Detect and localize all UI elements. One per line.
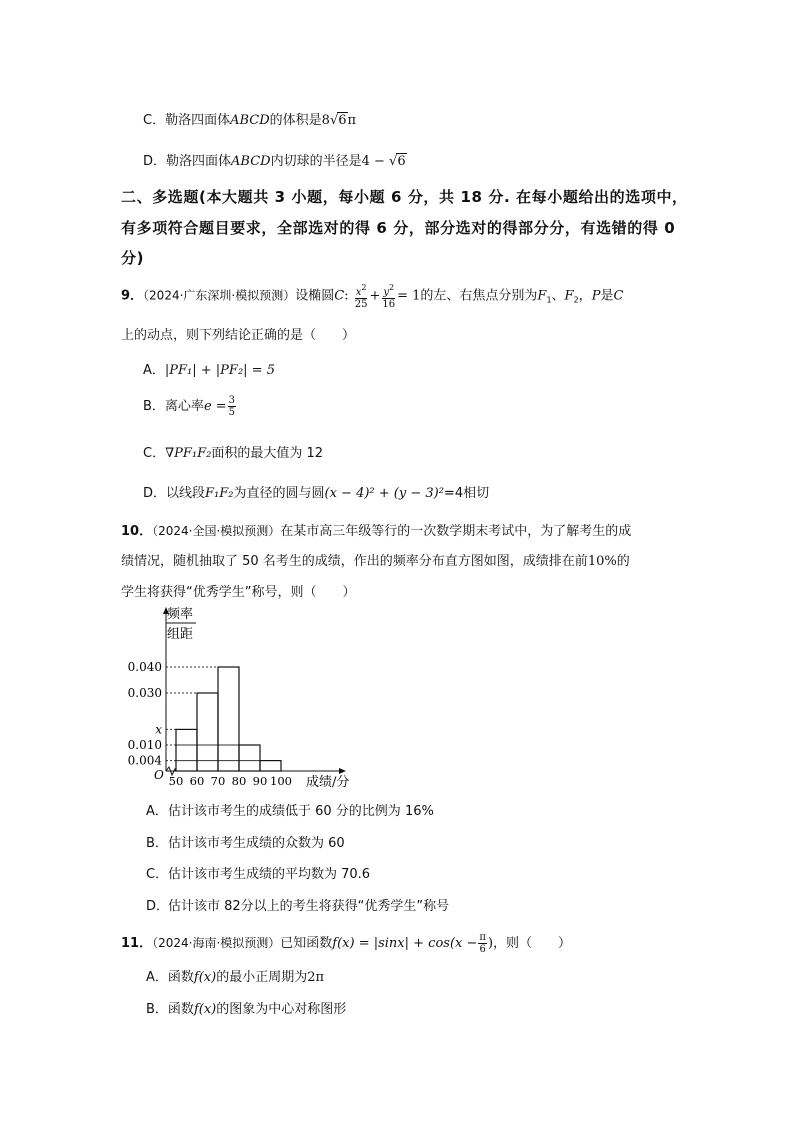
frequency-histogram (110, 603, 370, 793)
y-tick-label: 0.040 (127, 660, 162, 674)
histogram-bar (176, 729, 197, 771)
section-heading-line2: 有多项符合题目要求，全部选对的得 6 分，部分选对的得部分分，有选错的得 0 (121, 219, 676, 237)
q11-option-a: A．函数f(x)的最小正周期为2π (146, 970, 325, 985)
x-tick-label: 60 (189, 774, 205, 788)
y-tick-label: x (155, 722, 162, 737)
histogram-bar (197, 693, 218, 771)
q9-option-c: C．∇PF₁F₂面积的最大值为 12 (143, 446, 324, 461)
x-axis-label: 成绩/分 (306, 775, 350, 790)
histogram-bar (260, 761, 281, 771)
q9-option-b: B．离心率e = $\frac{3}{5}$ (143, 395, 236, 418)
q11-option-b: B．函数f(x)的图象为中心对称图形 (146, 1002, 347, 1017)
x-tick-label: 90 (252, 774, 268, 788)
q10-option-b-text: 估计该市考生成绩的众数为 60 (168, 836, 345, 851)
origin-label: O (154, 768, 164, 782)
section-heading-line1: 二、多选题(本大题共 3 小题，每小题 6 分，共 18 分. 在每小题给出的选项中， (121, 188, 688, 206)
y-axis-label-top: 频率 (166, 607, 194, 622)
ellipse-x-fraction: $\frac{x^2}{25}$ (354, 283, 368, 310)
histogram-bar (239, 745, 260, 771)
histogram-bar (218, 667, 239, 771)
option-c-prev: C．勒洛四面体ABCD的体积是8√6π (143, 113, 357, 128)
x-tick-label: 70 (210, 774, 226, 788)
question-9-stem-line2: 上的动点，则下列结论正确的是（ ） (121, 328, 356, 343)
q10-option-d-text: 估计该市 82分以上的考生将获得“优秀学生”称号 (168, 899, 450, 914)
y-tick-label: 0.010 (127, 738, 162, 752)
q10-option-d: D． (146, 899, 170, 914)
y-tick-label: 0.030 (127, 686, 162, 700)
question-10-stem-line3: 学生将获得“优秀学生”称号，则（ ） (121, 585, 356, 600)
option-d-prev: D．勒洛四面体ABCD内切球的半径是4 − √6 (143, 154, 406, 169)
question-9-stem: 9．（2024·广东深圳·模拟预测）设椭圆C: $\frac{x^2}{25}$ + $\frac{y^2}{16}$ = 1的左、右焦点分别为$F_1$、$F_2$，P是C (121, 283, 624, 310)
q9-option-d: D．以线段F₁F₂为直径的圆与圆(x − 4)² + (y − 3)²=4相切 (143, 486, 490, 501)
y-tick-label: 0.004 (127, 753, 162, 768)
q10-option-b: B． (146, 836, 168, 851)
q10-option-a: A． (146, 804, 168, 819)
question-10-stem-line2: 绩情况，随机抽取了 50 名考生的成绩，作出的频率分布直方图如图，成绩排在前10%的 (121, 554, 630, 569)
q10-option-c: C． (146, 867, 169, 882)
y-axis-label-bottom: 组距 (166, 627, 194, 642)
q10-option-c-text: 估计该市考生成绩的平均数为 70.6 (168, 867, 371, 882)
section-heading-line3: 分) (121, 249, 145, 267)
x-axis-arrow (339, 768, 346, 774)
x-tick-label: 100 (270, 774, 292, 788)
question-11-stem: 11．（2024·海南·模拟预测）已知函数f(x) = |sinx| + cos(x − $\frac{\pi}{6}$ )，则（ ） (121, 932, 572, 955)
ellipse-y-fraction: $\frac{y^2}{16}$ (382, 283, 396, 310)
x-tick-label: 80 (231, 774, 247, 788)
x-tick-label: 50 (168, 774, 184, 788)
q10-option-a-text: 估计该市考生的成绩低于 60 分的比例为 16% (168, 804, 434, 819)
question-10-stem: 10．（2024·全国·模拟预测）在某市高三年级等行的一次数学期末考试中，为了解考生的成 (121, 524, 632, 539)
q9-option-a: A．|PF₁| + |PF₂| = 5 (143, 363, 275, 378)
